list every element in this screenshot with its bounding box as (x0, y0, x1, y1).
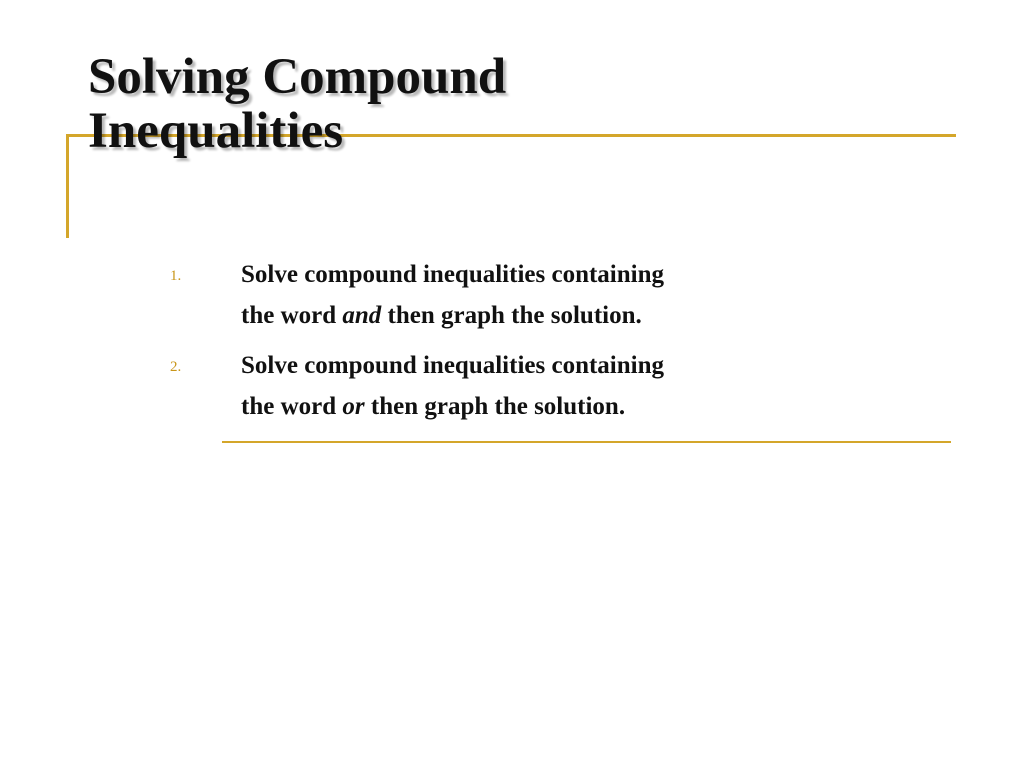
objective-number: 2. (170, 359, 182, 375)
slide-title: Solving Compound Inequalities (88, 49, 507, 159)
objective-number: 1. (170, 268, 182, 284)
objective-text-prefix: the word (241, 302, 337, 329)
objective-text-line-1: Solve compound inequalities containing (241, 261, 664, 288)
objective-text-prefix: the word (241, 393, 337, 420)
objective-keyword: and (342, 302, 382, 329)
objective-text-line-2 (241, 295, 870, 336)
objective-text-suffix: then graph the solution. (370, 393, 626, 420)
objective-text-line-1: Solve compound inequalities containing (241, 352, 664, 379)
objective-list (170, 254, 870, 436)
objective-item (170, 345, 870, 427)
objective-keyword: or (342, 393, 365, 420)
objective-item (170, 254, 870, 336)
content-divider-line (222, 441, 951, 443)
objective-text-suffix: then graph the solution. (387, 302, 642, 329)
objective-text-line-2 (241, 386, 870, 427)
title-accent-bar (66, 134, 69, 238)
